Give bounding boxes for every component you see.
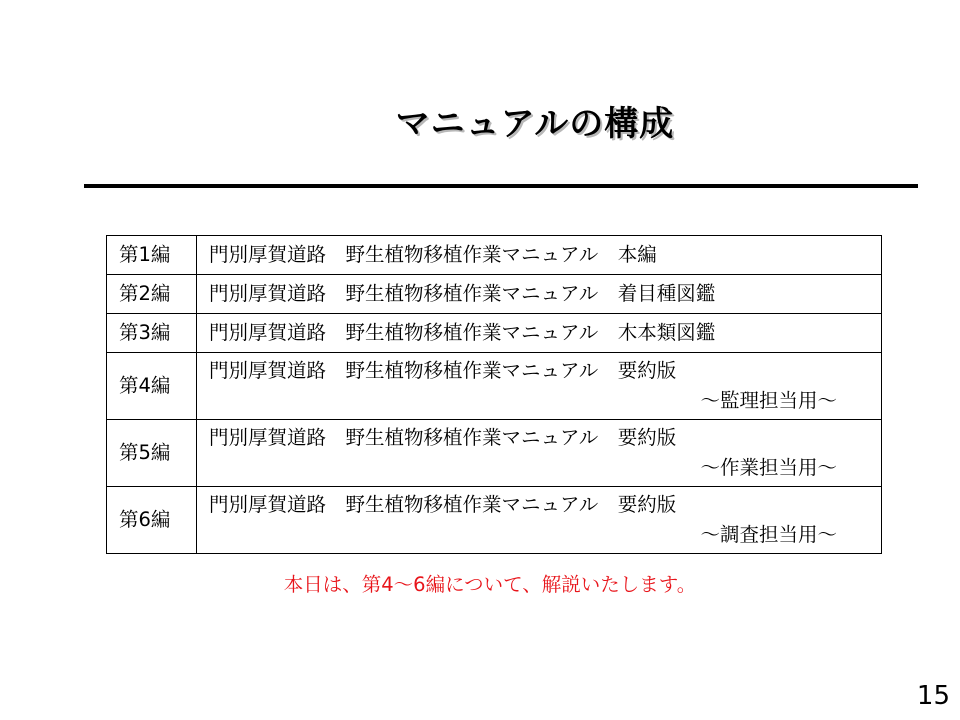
manual-title-cell: [197, 275, 882, 314]
manual-title: 門別厚賀道路 野生植物移植作業マニュアル 要約版: [209, 493, 677, 516]
manual-title-cell: [197, 314, 882, 353]
manual-title: 門別厚賀道路 野生植物移植作業マニュアル 木本類図鑑: [209, 321, 716, 344]
volume-cell: 第4編: [107, 353, 197, 420]
volume-cell: 第2編: [107, 275, 197, 314]
manual-subtitle: ～作業担当用～: [700, 456, 837, 479]
manual-title: 門別厚賀道路 野生植物移植作業マニュアル 要約版: [209, 426, 677, 449]
volume-cell: 第5編: [107, 420, 197, 487]
manual-title: 門別厚賀道路 野生植物移植作業マニュアル 着目種図鑑: [209, 282, 716, 305]
manual-title: 門別厚賀道路 野生植物移植作業マニュアル 本編: [209, 243, 657, 266]
slide-title: マニュアルの構成: [395, 104, 675, 144]
table-row: [107, 236, 882, 275]
title-divider: [84, 184, 918, 188]
volume-cell: 第6編: [107, 487, 197, 554]
manual-subtitle: ～調査担当用～: [700, 523, 837, 546]
manual-title: 門別厚賀道路 野生植物移植作業マニュアル 要約版: [209, 359, 677, 382]
note-text: 本日は、第4～6編について、解説いたします。: [283, 573, 697, 596]
table-row: [107, 420, 882, 487]
manual-structure-table: [106, 235, 882, 554]
page-number: 15: [916, 681, 950, 711]
manual-title-cell: [197, 420, 882, 487]
volume-cell: 第3編: [107, 314, 197, 353]
manual-title-cell: [197, 236, 882, 275]
manual-title-cell: [197, 487, 882, 554]
volume-cell: 第1編: [107, 236, 197, 275]
manual-title-cell: [197, 353, 882, 420]
table-row: [107, 487, 882, 554]
manual-subtitle: ～監理担当用～: [700, 389, 837, 412]
table-row: [107, 275, 882, 314]
table-row: [107, 353, 882, 420]
table-row: [107, 314, 882, 353]
